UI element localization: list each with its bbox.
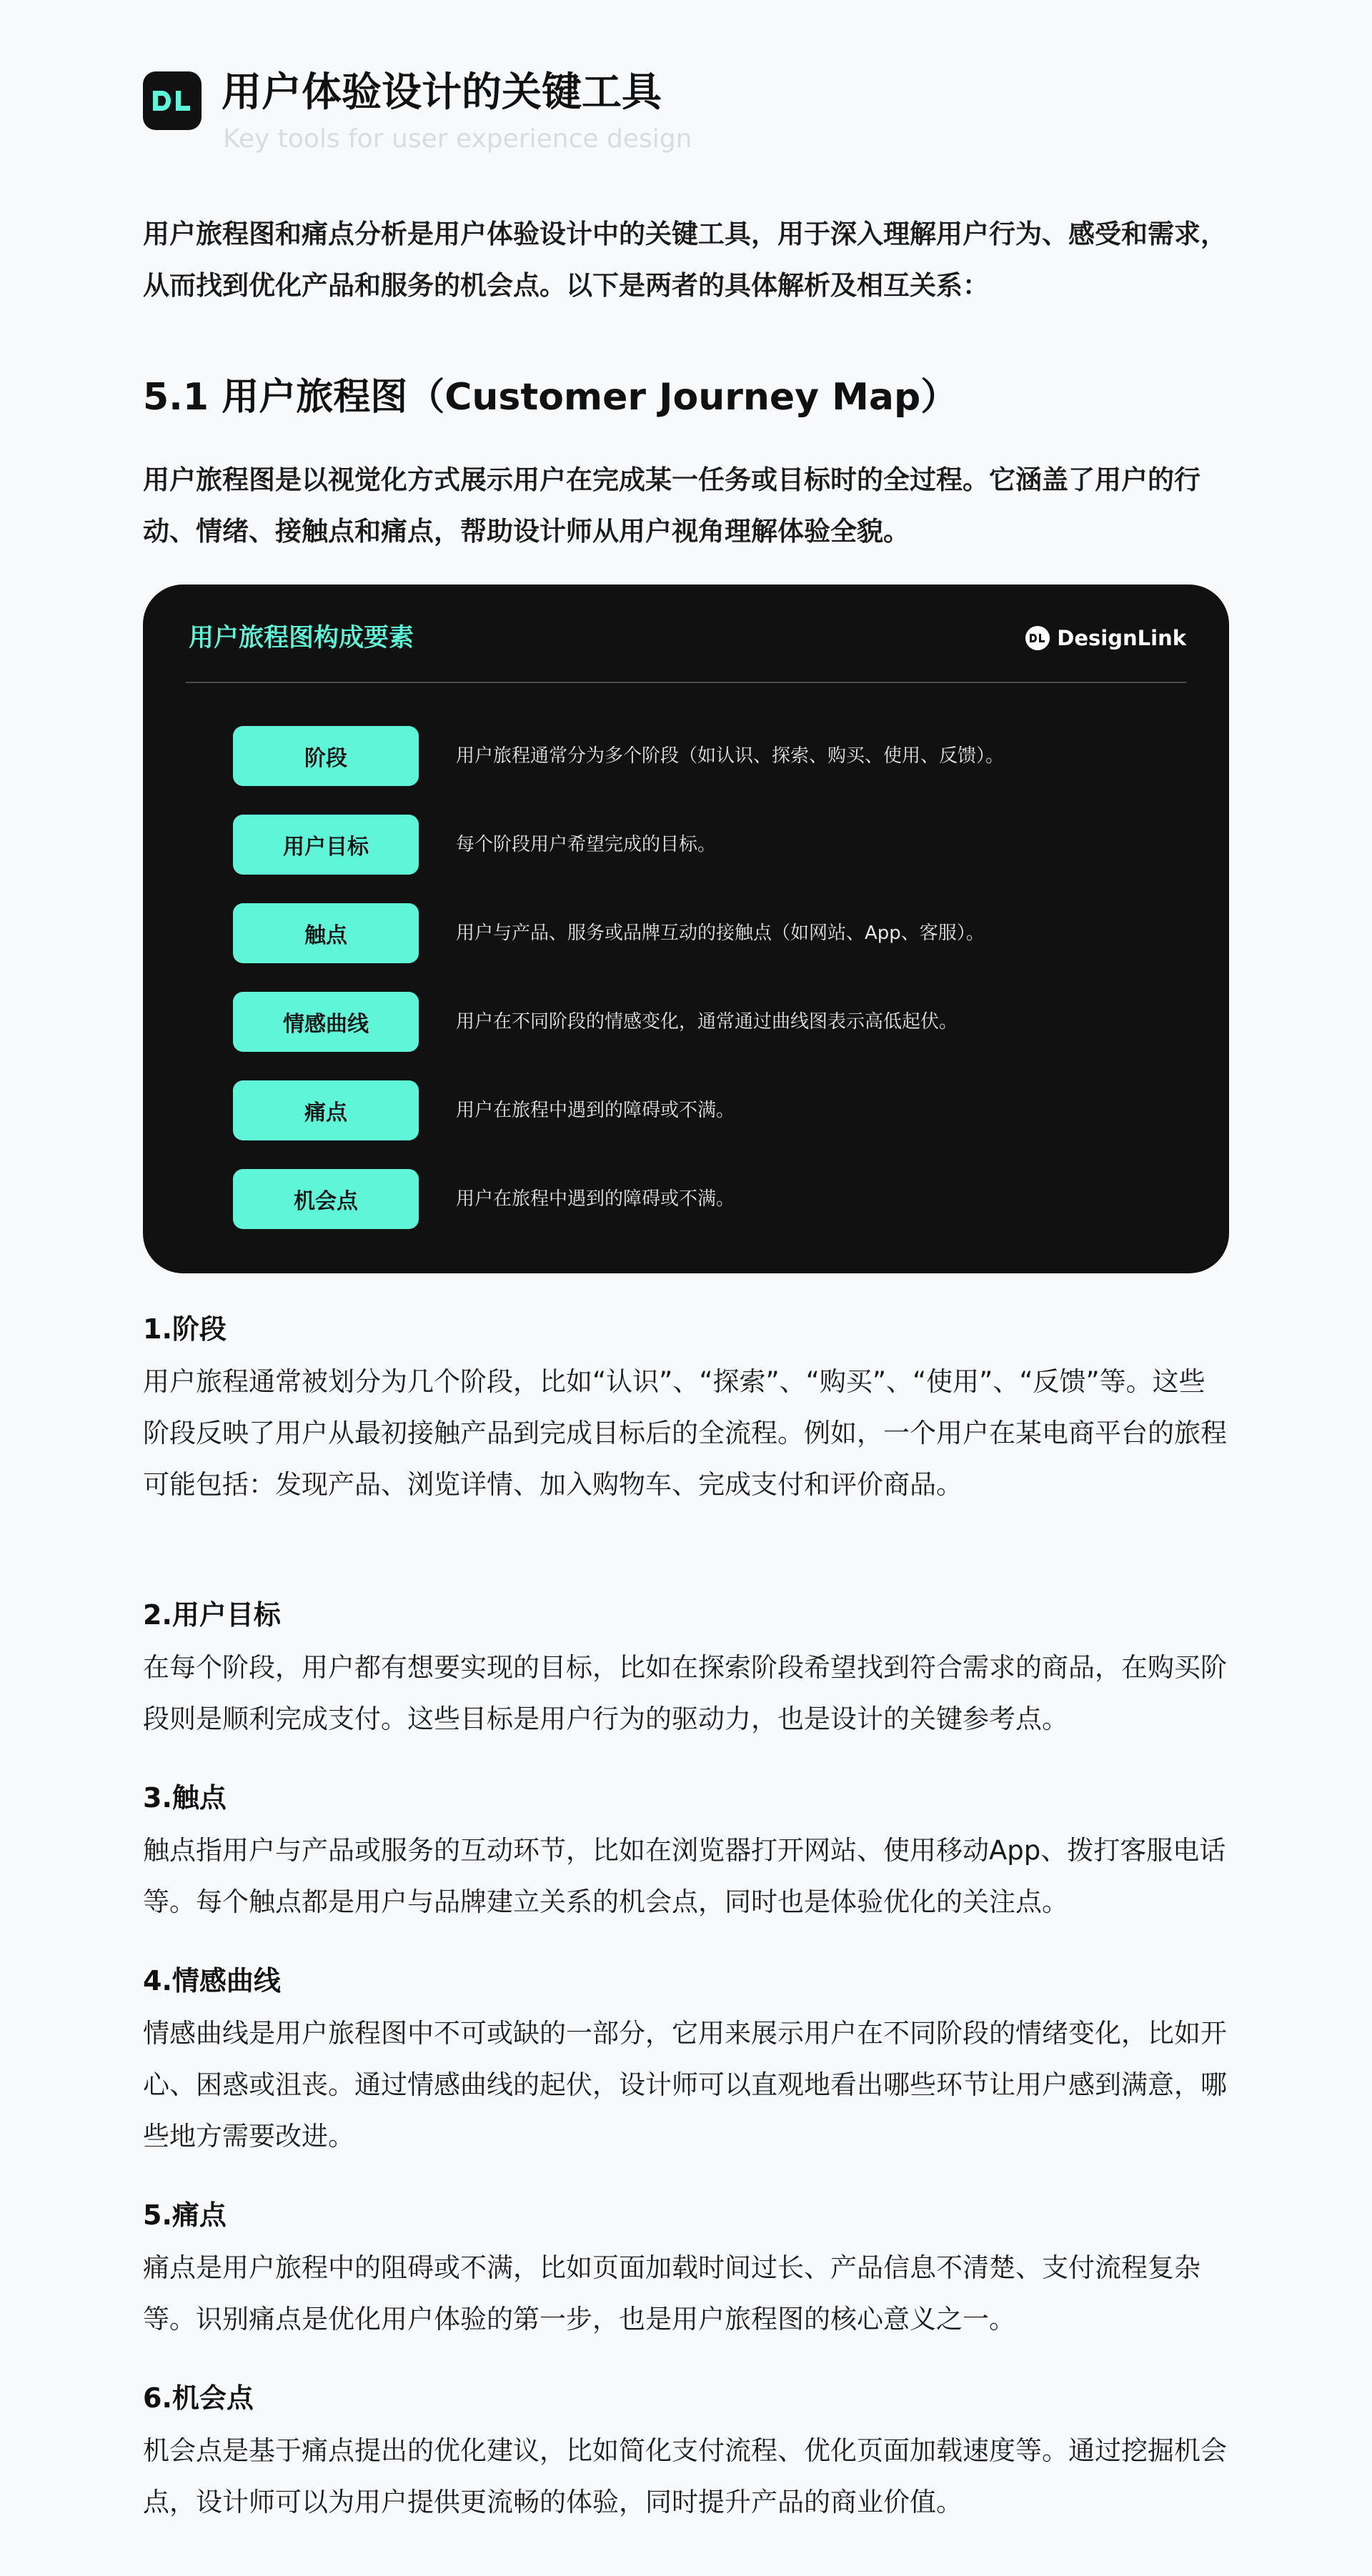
journey-elements-card bbox=[143, 585, 1229, 1273]
element-row bbox=[233, 903, 1183, 963]
detail-heading-emotion-curve: 4.情感曲线 bbox=[143, 1965, 281, 1996]
element-row bbox=[233, 1080, 1183, 1140]
designlink-logo bbox=[143, 71, 202, 130]
element-label-goal: 用户目标 bbox=[233, 815, 419, 875]
brand-name: DesignLink bbox=[1057, 626, 1186, 650]
detail-heading-stage: 1.阶段 bbox=[143, 1313, 227, 1345]
element-label-emotion-curve: 情感曲线 bbox=[233, 992, 419, 1052]
page-subtitle: Key tools for user experience design bbox=[223, 124, 692, 154]
detail-body-goal: 在每个阶段，用户都有想要实现的目标，比如在探索阶段希望找到符合需求的商品，在购买阶段则是顺利完成支付。这些目标是用户行为的驱动力，也是设计的关键参考点。 bbox=[143, 1652, 1227, 1734]
element-desc: 用户在旅程中遇到的障碍或不满。 bbox=[456, 1188, 735, 1210]
element-desc: 每个阶段用户希望完成的目标。 bbox=[456, 834, 717, 855]
element-desc: 用户在旅程中遇到的障碍或不满。 bbox=[456, 1100, 735, 1121]
element-desc: 用户在不同阶段的情感变化，通常通过曲线图表示高低起伏。 bbox=[456, 1011, 958, 1033]
element-row bbox=[233, 1169, 1183, 1229]
section-description: 用户旅程图是以视觉化方式展示用户在完成某一任务或目标时的全过程。它涵盖了用户的行动、情绪、接触点和痛点，帮助设计师从用户视角理解体验全貌。 bbox=[143, 464, 1200, 547]
detail-body-opportunity: 机会点是基于痛点提出的优化建议，比如简化支付流程、优化页面加载速度等。通过挖掘机会点，设计师可以为用户提供更流畅的体验，同时提升产品的商业价值。 bbox=[143, 2435, 1227, 2517]
logo-mark-icon bbox=[151, 88, 193, 114]
element-row bbox=[233, 815, 1183, 875]
page-title: 用户体验设计的关键工具 bbox=[222, 69, 662, 116]
detail-body-emotion-curve: 情感曲线是用户旅程图中不可或缺的一部分，它用来展示用户在不同阶段的情绪变化，比如开心、困惑或沮丧。通过情感曲线的起伏，设计师可以直观地看出哪些环节让用户感到满意，哪些地方需要改进。 bbox=[143, 2018, 1227, 2152]
detail-heading-goal: 2.用户目标 bbox=[143, 1599, 281, 1631]
element-label-touchpoint: 触点 bbox=[233, 903, 419, 963]
card-brand bbox=[1025, 622, 1186, 655]
card-divider bbox=[186, 682, 1186, 683]
element-row bbox=[233, 992, 1183, 1052]
element-desc: 用户旅程通常分为多个阶段（如认识、探索、购买、使用、反馈）。 bbox=[456, 745, 1005, 767]
detail-body-pain-point: 痛点是用户旅程中的阻碍或不满，比如页面加载时间过长、产品信息不清楚、支付流程复杂等。识别痛点是优化用户体验的第一步，也是用户旅程图的核心意义之一。 bbox=[143, 2252, 1200, 2334]
element-label-stage: 阶段 bbox=[233, 726, 419, 786]
element-label-opportunity: 机会点 bbox=[233, 1169, 419, 1229]
element-label-pain-point: 痛点 bbox=[233, 1080, 419, 1140]
detail-heading-touchpoint: 3.触点 bbox=[143, 1782, 227, 1814]
card-title: 用户旅程图构成要素 bbox=[189, 624, 414, 652]
element-row bbox=[233, 726, 1183, 786]
element-desc: 用户与产品、服务或品牌互动的接触点（如网站、App、客服）。 bbox=[456, 923, 985, 944]
section-title: 5.1 用户旅程图（Customer Journey Map） bbox=[143, 376, 958, 419]
brand-logo-icon bbox=[1025, 626, 1050, 650]
detail-heading-opportunity: 6.机会点 bbox=[143, 2382, 254, 2414]
page-header bbox=[143, 66, 1229, 166]
intro-paragraph: 用户旅程图和痛点分析是用户体验设计中的关键工具，用于深入理解用户行为、感受和需求，从而找到优化产品和服务的机会点。以下是两者的具体解析及相互关系： bbox=[143, 219, 1227, 301]
detail-heading-pain-point: 5.痛点 bbox=[143, 2199, 227, 2231]
detail-body-touchpoint: 触点指用户与产品或服务的互动环节，比如在浏览器打开网站、使用移动App、拨打客服电话等。每个触点都是用户与品牌建立关系的机会点，同时也是体验优化的关注点。 bbox=[143, 1835, 1226, 1917]
detail-body-stage: 用户旅程通常被划分为几个阶段，比如“认识”、“探索”、“购买”、“使用”、“反馈”等。这些阶段反映了用户从最初接触产品到完成目标后的全流程。例如，一个用户在某电商平台的旅程可能包括：发现产品、浏览详情、加入购物车、完成支付和评价商品。 bbox=[143, 1366, 1227, 1500]
